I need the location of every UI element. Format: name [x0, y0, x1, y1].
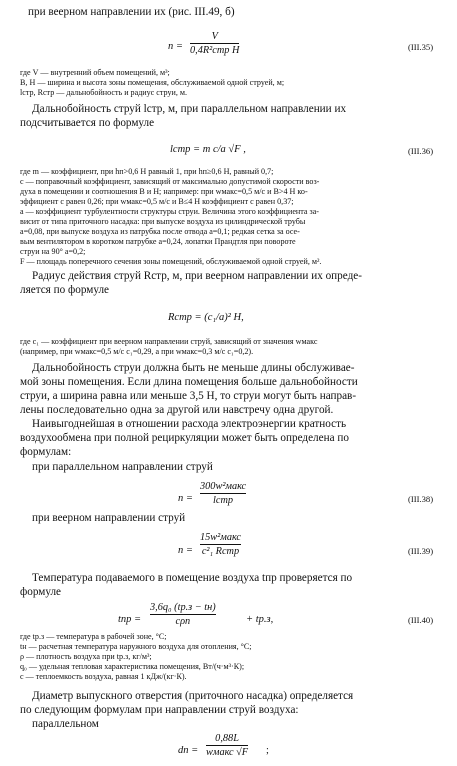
text-line: мой зоны помещения. Если длина помещения больше дальнобойности [20, 376, 358, 388]
text-line: Дальнобойность струи должна быть не меньше длины обслуживае- [32, 362, 355, 374]
fraction-denominator: c²₁ Rстр [201, 546, 240, 557]
text-line: подсчитывается по формуле [20, 117, 155, 129]
fraction-denominator: wмакс √F [206, 747, 249, 758]
text-line: при веерном направлении их (рис. III.49, б) [28, 6, 235, 18]
equation-body: lстр = m c/a √F , [170, 144, 246, 155]
equation-body: Rстр = (c₁/a)² H, [168, 312, 244, 323]
text-line: где tр.з — температура в рабочей зоне, °С; [20, 632, 167, 641]
equation-fraction [150, 602, 216, 627]
fraction-bar [200, 544, 241, 545]
equation-number: (III.36) [408, 146, 434, 156]
text-line: q₀ — удельная тепловая характеристика помещения, Вт/(ч·м³·К); [20, 662, 245, 671]
text-line: c — поправочный коэффициент, зависящий от максимально допустимой скорости воз- [20, 177, 320, 186]
text-line: Диаметр выпускного отверстия (приточного насадка) определяется [32, 690, 354, 702]
text-line: Температура подаваемого в помещение воздуха tпр проверяется по [32, 572, 353, 584]
text-line: lстр, Rстр — дальнобойность и радиус струи, м. [20, 88, 188, 97]
equation-number: (III.35) [408, 42, 434, 52]
equation-rhs: + tр.з, [246, 614, 274, 625]
fraction-bar [200, 493, 246, 494]
fraction-bar [150, 614, 216, 615]
equation-rhs: ; [266, 745, 269, 756]
text-line: при веерном направлении струй [32, 512, 186, 524]
text-line: параллельном [32, 718, 99, 730]
text-line: формулам: [20, 446, 72, 458]
fraction-numerator: 0,88L [215, 733, 239, 744]
text-line: Наивыгоднейшая в отношении расхода электроэнергии кратность [32, 418, 347, 430]
equation-lhs: tпр = [118, 614, 142, 625]
text-line: по следующим формулам при направлении струй воздуха: [20, 704, 299, 716]
text-line: c — теплоемкость воздуха, равная 1 кДж/(кг·К). [20, 672, 187, 681]
text-line: a=0,08, при выпуске воздуха из патрубка после отвода a=0,1; редкая сетка за осе- [20, 227, 300, 236]
fraction-denominator: lстр [213, 495, 234, 506]
text-line: струи на 90° a=0,2; [20, 247, 86, 256]
fraction-numerator: 3,6q₀ (tр.з − tн) [150, 602, 216, 613]
text-line: a — коэффициент турбулентности структуры струи. Величина этого коэффициента за- [20, 207, 319, 216]
equation-lhs: n = [178, 493, 193, 504]
fraction-bar [190, 43, 239, 44]
text-line: эффициент c равен 0,26; при wмакс=0,5 м/с и B≤4 H коэффициент c равен 0,37; [20, 197, 294, 206]
text-line: ρ — плотность воздуха при tр.з, кг/м³; [20, 652, 152, 661]
text-line: (например, при wмакс=0,5 м/с c₁=0,29, а при wмакс=0,3 м/с c₁=0,2). [20, 347, 254, 356]
equation-fraction [206, 733, 248, 758]
text-line: B, H — ширина и высота зоны помещения, обслуживаемой одной струей, м; [20, 78, 285, 87]
text-line: при параллельном направлении струй [32, 461, 213, 473]
equation-number: (III.38) [408, 494, 434, 504]
equation-fraction [200, 481, 246, 506]
fraction-denominator: 0,4R²стр H [190, 45, 240, 56]
text-line: tн — расчетная температура наружного воздуха для отопления, °С; [20, 642, 252, 651]
text-line: где m — коэффициент, при hп>0,6 H равный 1, при hп≥0,6 H, равный 0,7; [20, 167, 274, 176]
equation-fraction [190, 31, 239, 56]
equation-fraction [200, 532, 241, 557]
fraction-numerator: 300w²макс [200, 481, 247, 492]
equation-number: (III.40) [408, 615, 434, 625]
text-line: Дальнобойность струй lстр, м, при параллельном направлении их [32, 103, 347, 115]
text-line: F — площадь поперечного сечения зоны помещений, обслуживаемой одной струей, м². [20, 257, 322, 266]
text-line: формуле [20, 586, 61, 598]
equation-lhs: n = [168, 41, 183, 52]
text-line: лены последовательно одна за другой или навстречу одна другой. [20, 404, 334, 416]
text-line: воздухообмена при полной рециркуляции может быть определена по [20, 432, 349, 444]
text-line: струи, а ширина равна или меньше 3,5 H, то струи могут быть направ- [20, 390, 357, 402]
text-line: висит от типа приточного насадка: при выпуске воздуха из цилиндрической трубы [20, 217, 306, 226]
equation-lhs: n = [178, 545, 193, 556]
fraction-numerator: V [211, 31, 218, 42]
equation-lhs: dп = [178, 745, 199, 756]
fraction-denominator: cρn [175, 616, 191, 627]
text-line: духа в помещении и соотношения B и H; например: при wмакс=0,5 м/с и B>4 H ко- [20, 187, 308, 196]
fraction-numerator: 15w²макс [200, 532, 241, 543]
text-line: ляется по формуле [20, 284, 110, 296]
text-line: где V — внутренний объем помещений, м³; [20, 68, 170, 77]
fraction-bar [206, 745, 248, 746]
equation-number: (III.39) [408, 546, 434, 556]
text-line: где c₁ — коэффициент при веерном направлении струй, зависящий от значения wмакс [20, 337, 318, 346]
text-line: вым вентилятором в коротком патрубке a=0,24, лопатки Прандтля при повороте [20, 237, 296, 246]
text-line: Радиус действия струй Rстр, м, при веерном направлении их опреде- [32, 270, 362, 282]
